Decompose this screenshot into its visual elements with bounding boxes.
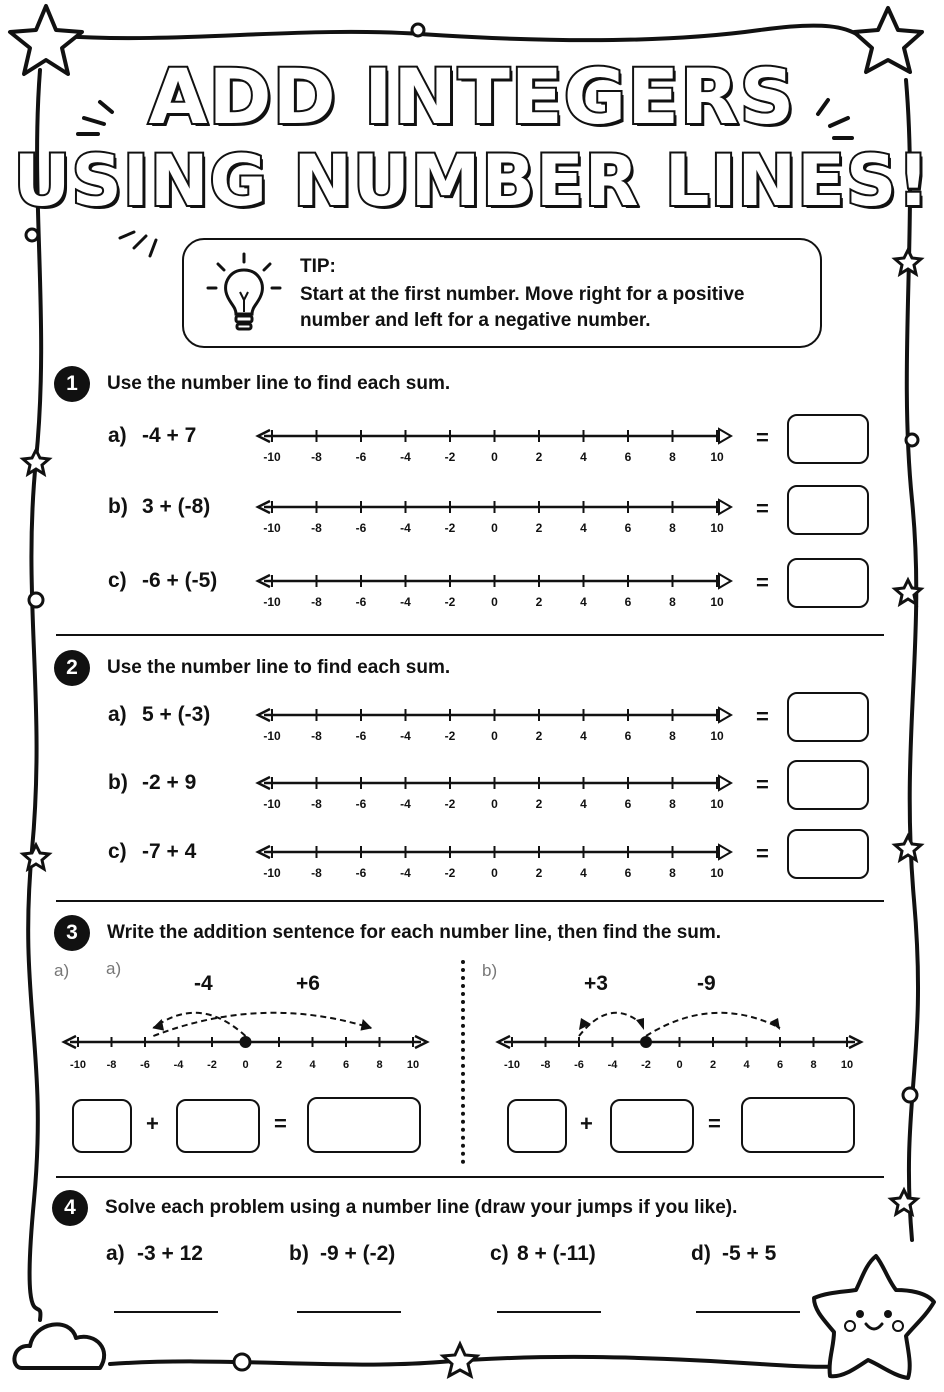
tick-label: -10 (263, 797, 281, 811)
lightbulb-icon (204, 252, 284, 336)
tick-label: 6 (342, 1059, 350, 1071)
s4-problem-a-expr: -3 + 12 (137, 1242, 203, 1265)
tick-label: 2 (535, 866, 543, 880)
tick-label: 0 (491, 521, 498, 535)
arrow-right-icon (719, 500, 731, 514)
tick-label: -2 (444, 595, 456, 609)
equals-sign: = (756, 570, 769, 595)
arrowhead-icon (153, 1020, 163, 1030)
tick-label: 4 (309, 1059, 316, 1071)
s1-answer-box-a[interactable] (787, 414, 869, 464)
tick-label: 0 (491, 866, 498, 880)
tick-label: 10 (710, 450, 724, 464)
s1-problem-b-expr: 3 + (-8) (142, 495, 211, 518)
jump-arc-2 (153, 1013, 371, 1036)
tick-label: -4 (400, 450, 411, 464)
tick-label: 8 (669, 729, 676, 743)
s4-problem-b-label: b) (289, 1242, 309, 1265)
s4-answer-line-a[interactable] (114, 1311, 218, 1313)
s1-problem-a-expr: -4 + 7 (142, 424, 197, 447)
equals-sign: = (756, 704, 769, 729)
tick-label: 4 (580, 866, 587, 880)
tick-label: -2 (444, 521, 456, 535)
s1-problem-b-label: b) (108, 495, 128, 518)
tick-label: 4 (580, 797, 587, 811)
tip-heading: TIP: (300, 256, 336, 277)
number-line (250, 495, 740, 539)
part-a-inner-label: a) (106, 959, 122, 978)
tick-label: 6 (624, 866, 632, 880)
tick-label: 2 (535, 450, 543, 464)
section-divider (56, 900, 884, 902)
s4-problem-b-expr: -9 + (-2) (320, 1242, 396, 1265)
part-b-jump-arrows (490, 995, 880, 1075)
tick-label: 6 (776, 1059, 784, 1071)
number-line (250, 424, 740, 468)
tick-label: 8 (669, 797, 676, 811)
s2-problem-c-label: c) (108, 840, 127, 863)
tick-label: 4 (580, 450, 587, 464)
s4-problem-c-label: c) (490, 1242, 509, 1265)
part-b-label: b) (482, 961, 498, 980)
tick-label: 10 (710, 729, 724, 743)
tick-label: -4 (400, 797, 411, 811)
section-divider (56, 1176, 884, 1178)
s4-problem-a-label: a) (106, 1242, 125, 1265)
tick-label: -8 (311, 595, 322, 609)
tick-label: 8 (669, 521, 676, 535)
s2-answer-box-c[interactable] (787, 829, 869, 879)
part-a-sum-box[interactable] (307, 1097, 421, 1153)
s1-problem-a-label: a) (108, 424, 127, 447)
s2-problem-c-expr: -7 + 4 (142, 840, 197, 863)
arrow-right-icon (719, 429, 731, 443)
tick-label: 2 (535, 797, 543, 811)
tick-label: -8 (311, 729, 322, 743)
section-4-badge: 4 (52, 1190, 88, 1226)
arrow-right-icon (719, 708, 731, 722)
tick-label: 10 (710, 595, 724, 609)
s4-problem-c-expr: 8 + (-11) (517, 1242, 596, 1265)
worksheet-title: ADD INTEGERS (148, 52, 796, 141)
tick-label: 0 (491, 797, 498, 811)
tick-label: 4 (580, 729, 587, 743)
tick-label: -4 (400, 595, 411, 609)
part-a-jump-arrows (56, 995, 446, 1075)
tick-label: 10 (710, 521, 724, 535)
s2-problem-b-label: b) (108, 771, 128, 794)
section-4-instruction: Solve each problem using a number line (draw your jumps if you like). (105, 1197, 738, 1218)
tick-label: -8 (311, 797, 322, 811)
s2-problem-a-label: a) (108, 703, 127, 726)
section-2-instruction: Use the number line to find each sum. (107, 657, 451, 678)
tick-label: -10 (504, 1059, 520, 1071)
tick-label: -2 (444, 729, 456, 743)
s2-answer-box-b[interactable] (787, 760, 869, 810)
tick-label: 8 (669, 450, 676, 464)
part-a-addend1-box[interactable] (72, 1099, 132, 1153)
tick-label: -6 (574, 1059, 584, 1071)
start-point (240, 1036, 252, 1048)
tick-label: 8 (810, 1059, 817, 1071)
tick-label: -6 (355, 866, 367, 880)
number-line (250, 703, 740, 747)
part-b-jump1-label: +3 (584, 972, 608, 995)
tick-label: -10 (263, 866, 281, 880)
part-a-jump2-label: +6 (296, 972, 320, 995)
tick-label: 2 (275, 1059, 283, 1071)
tick-label: 10 (840, 1059, 854, 1071)
arrowhead-icon (361, 1020, 371, 1030)
s1-answer-box-b[interactable] (787, 485, 869, 535)
arrow-right-icon (719, 574, 731, 588)
tick-label: 10 (406, 1059, 420, 1071)
tick-label: -2 (641, 1059, 651, 1071)
s4-answer-line-c[interactable] (497, 1311, 601, 1313)
tick-label: 0 (491, 729, 498, 743)
section-3-badge: 3 (54, 915, 90, 951)
jump-arc-2 (646, 1013, 780, 1036)
tick-label: -6 (355, 521, 367, 535)
tick-label: -2 (444, 450, 456, 464)
equals-sign: = (756, 425, 769, 450)
tick-label: -6 (355, 729, 367, 743)
part-b-jump2-label: -9 (697, 972, 716, 995)
tick-label: -6 (140, 1059, 150, 1071)
plus-sign: + (146, 1111, 159, 1136)
tick-label: -6 (355, 450, 367, 464)
number-line (250, 840, 740, 884)
equals-sign: = (274, 1111, 287, 1136)
section-1-instruction: Use the number line to find each sum. (107, 373, 451, 394)
tick-label: 8 (669, 595, 676, 609)
tick-label: -6 (355, 595, 367, 609)
part-b-addend2-box[interactable] (610, 1099, 694, 1153)
plus-sign: + (580, 1111, 593, 1136)
equals-sign: = (756, 841, 769, 866)
tick-label: 4 (580, 595, 587, 609)
tick-label: -2 (207, 1059, 217, 1071)
tick-label: 2 (535, 729, 543, 743)
tick-label: 6 (624, 797, 632, 811)
s4-problem-d-label: d) (691, 1242, 711, 1265)
s2-answer-box-a[interactable] (787, 692, 869, 742)
tick-label: 8 (376, 1059, 383, 1071)
s1-answer-box-c[interactable] (787, 558, 869, 608)
tick-label: -8 (106, 1059, 117, 1071)
s1-problem-c-expr: -6 + (-5) (142, 569, 218, 592)
s4-answer-line-b[interactable] (297, 1311, 401, 1313)
tick-label: 0 (242, 1059, 249, 1071)
arrow-right-icon (719, 776, 731, 790)
tick-label: 0 (491, 595, 498, 609)
tick-label: 10 (710, 866, 724, 880)
arrow-right-icon (719, 845, 731, 859)
part-a-jump1-label: -4 (194, 972, 213, 995)
tick-label: -6 (355, 797, 367, 811)
tip-box (182, 238, 822, 348)
tick-label: -8 (311, 521, 322, 535)
tip-text: Start at the first number. Move right for a positive number and left for a negative number. (300, 284, 745, 331)
tick-label: 0 (676, 1059, 683, 1071)
tick-label: 8 (669, 866, 676, 880)
worksheet-subtitle: USING NUMBER LINES! (13, 140, 931, 222)
tick-label: -4 (607, 1059, 618, 1071)
number-line (250, 569, 740, 613)
start-point (640, 1036, 652, 1048)
equals-sign: = (756, 772, 769, 797)
tick-label: 2 (535, 595, 543, 609)
tick-label: 0 (491, 450, 498, 464)
tick-label: -10 (263, 521, 281, 535)
part-a-label: a) (54, 961, 70, 980)
section-3-instruction: Write the addition sentence for each number line, then find the sum. (107, 922, 722, 943)
equals-sign: = (708, 1111, 721, 1136)
tick-label: 6 (624, 521, 632, 535)
s2-problem-b-expr: -2 + 9 (142, 771, 197, 794)
part-b-addend1-box[interactable] (507, 1099, 567, 1153)
tick-label: 6 (624, 729, 632, 743)
tick-label: -8 (311, 450, 322, 464)
section-2-badge: 2 (54, 650, 90, 686)
arrowhead-icon (636, 1018, 644, 1030)
dotted-separator (461, 960, 465, 1164)
arrowhead-icon (579, 1018, 591, 1030)
tick-label: -4 (400, 866, 411, 880)
number-line (250, 771, 740, 815)
part-b-sum-box[interactable] (741, 1097, 855, 1153)
tick-label: -8 (540, 1059, 551, 1071)
part-a-addend2-box[interactable] (176, 1099, 260, 1153)
tick-label: 2 (535, 521, 543, 535)
tick-label: 6 (624, 450, 632, 464)
tick-label: 10 (710, 797, 724, 811)
section-divider (56, 634, 884, 636)
tick-label: 2 (709, 1059, 717, 1071)
tick-label: -8 (311, 866, 322, 880)
s2-problem-a-expr: 5 + (-3) (142, 703, 211, 726)
tick-label: -4 (400, 729, 411, 743)
tick-label: -4 (173, 1059, 184, 1071)
tick-label: -10 (263, 450, 281, 464)
tick-label: -10 (70, 1059, 86, 1071)
equals-sign: = (756, 496, 769, 521)
s4-answer-line-d[interactable] (696, 1311, 800, 1313)
tick-label: -10 (263, 595, 281, 609)
tick-label: 4 (743, 1059, 750, 1071)
tick-label: 6 (624, 595, 632, 609)
section-1-badge: 1 (54, 366, 90, 402)
s1-problem-c-label: c) (108, 569, 127, 592)
tick-label: 4 (580, 521, 587, 535)
tick-label: -2 (444, 866, 456, 880)
tick-label: -4 (400, 521, 411, 535)
s4-problem-d-expr: -5 + 5 (722, 1242, 777, 1265)
tick-label: -10 (263, 729, 281, 743)
tick-label: -2 (444, 797, 456, 811)
